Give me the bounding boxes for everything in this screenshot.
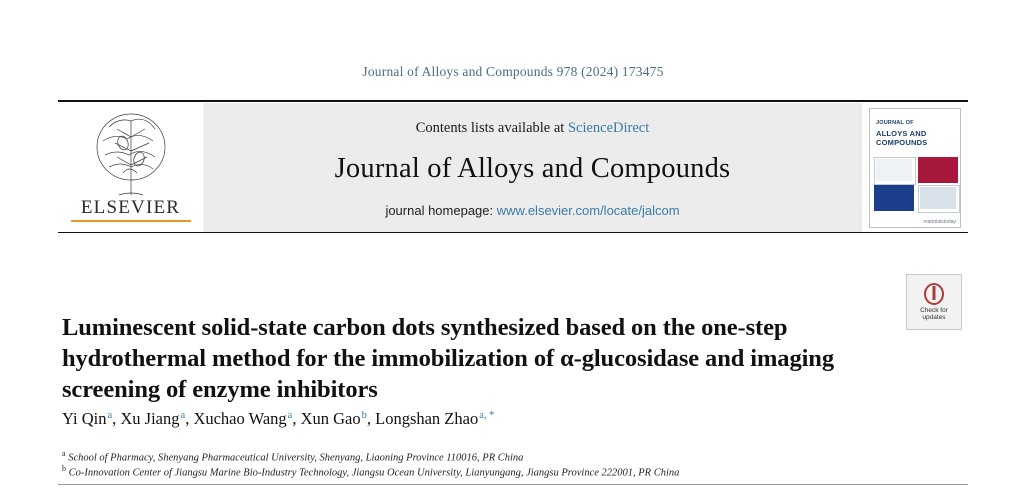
header-bottom-rule <box>58 484 968 485</box>
journal-homepage-line <box>385 203 679 218</box>
author-affil-mark: a <box>107 409 113 421</box>
elsevier-tree-icon <box>79 107 183 199</box>
author-separator: , <box>185 409 194 428</box>
affiliation-b <box>62 462 922 481</box>
cover-title-text <box>876 119 954 147</box>
page-top-margin <box>0 0 1026 28</box>
running-head-citation: Journal of Alloys and Compounds 978 (2024) 173475 <box>362 64 664 79</box>
author-name: Xuchao Wang <box>193 409 287 428</box>
author-affil-mark: a <box>287 409 293 421</box>
crossmark-line-1: Check for <box>920 306 948 314</box>
elsevier-wordmark: ELSEVIER <box>80 197 181 218</box>
author-affil-mark: b <box>361 409 367 421</box>
author-name: Xun Gao <box>300 409 361 428</box>
article-title: Luminescent solid-state carbon dots synthesized based on the one-step hydrothermal method for the immobilization of α-glucosidase and imaging screening of enzyme inhibitors <box>62 314 834 404</box>
journal-cover-thumbnail <box>862 103 968 232</box>
contents-available-line <box>416 120 650 137</box>
sciencedirect-link[interactable]: ScienceDirect <box>567 119 650 136</box>
journal-homepage-link[interactable]: www.elsevier.com/locate/jalcom <box>496 202 680 218</box>
elsevier-orange-rule <box>71 220 191 222</box>
crossmark-badge[interactable] <box>906 274 962 330</box>
affiliation-mark-a: a <box>62 449 66 458</box>
author-name: Longshan Zhao <box>375 409 479 428</box>
journal-title: Journal of Alloys and Compounds <box>334 152 731 184</box>
author-item[interactable] <box>62 409 112 428</box>
author-separator: , <box>366 409 376 428</box>
affiliation-mark-b: b <box>62 464 66 473</box>
cover-artwork <box>870 157 961 215</box>
cover-line-3: COMPOUNDS <box>876 137 928 147</box>
cover-line-1: JOURNAL OF <box>876 119 914 126</box>
contents-prefix-text: Contents lists available at <box>415 119 565 136</box>
author-item[interactable] <box>120 409 185 428</box>
masthead-center-panel <box>203 103 862 232</box>
elsevier-logo <box>58 103 203 232</box>
author-affil-mark: a <box>180 409 186 421</box>
author-affil-mark: a, * <box>479 409 495 421</box>
author-item[interactable] <box>193 409 292 428</box>
author-item[interactable] <box>301 409 367 428</box>
crossmark-line-2: updates <box>922 314 946 321</box>
homepage-prefix-text: journal homepage: <box>385 202 494 218</box>
author-name: Xu Jiang <box>120 409 180 428</box>
crossmark-icon <box>924 283 944 305</box>
journal-masthead <box>58 100 968 233</box>
author-separator: , <box>292 409 301 428</box>
author-list <box>62 409 882 429</box>
affiliation-text-b: Co-Innovation Center of Jiangsu Marine Bio-Industry Technology, Jiangsu Ocean University, Lianyungang, Jiangsu Province 222001, PR China <box>68 467 680 479</box>
author-name: Yi Qin <box>62 409 107 428</box>
cover-line-2: ALLOYS AND <box>876 128 927 138</box>
author-separator: , <box>112 409 121 428</box>
affiliation-text-a: School of Pharmacy, Shenyang Pharmaceutical University, Shenyang, Liaoning Province 110016, PR China <box>68 452 524 464</box>
cover-footer-text: materialstoday <box>923 218 956 225</box>
author-item[interactable] <box>375 409 494 428</box>
